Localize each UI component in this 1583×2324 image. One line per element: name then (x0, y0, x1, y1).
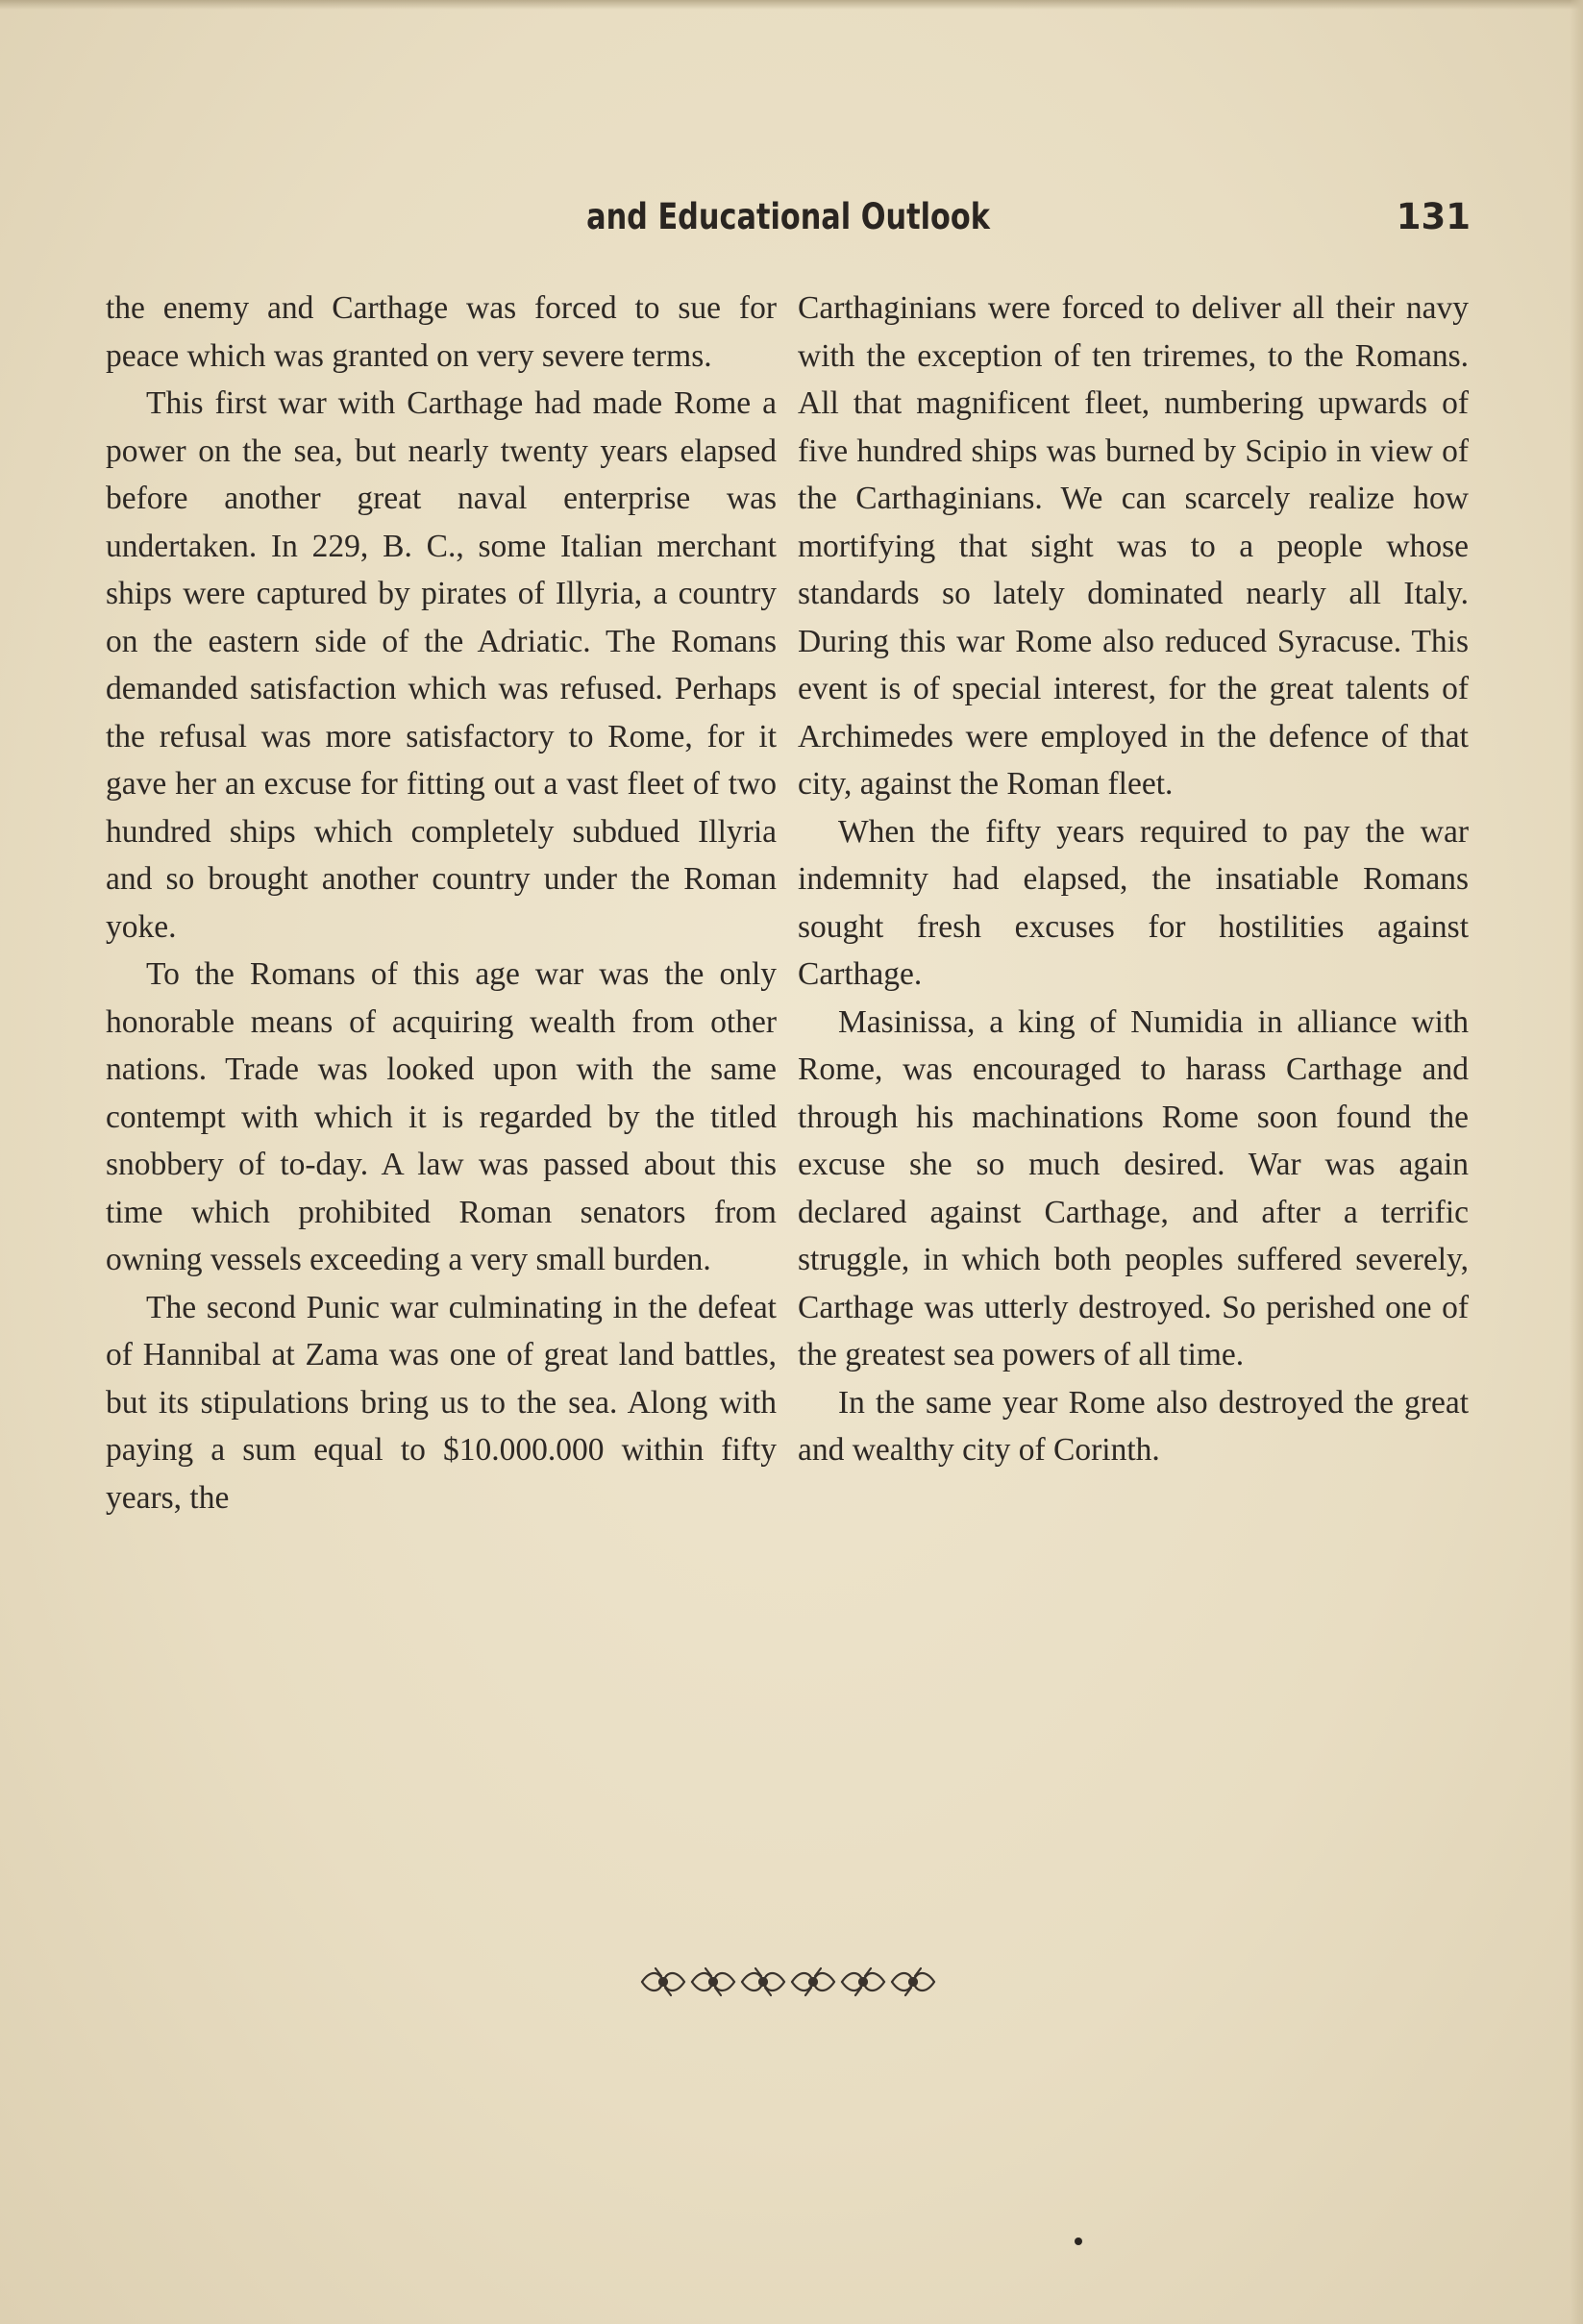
right-column (798, 284, 1469, 1474)
right-paragraph-3: Masinissa, a king of Numidia in alliance with Rome, was encouraged to harass Carthage and through his machinations Rome soon found the excuse she so much desired. War was again declared against Carthage, and after a terrific struggle, in which both peoples suffered severely, Carthage was utterly destroyed. So perished one of the greatest sea powers of all time. (798, 1003, 1469, 1372)
page-number: 131 (1396, 196, 1471, 237)
left-paragraph-4: The second Punic war culminating in the defeat of Hannibal at Zama was one of great land battles, but its stipulations bring us to the sea. Along with paying a sum equal to $10.000.000 within fifty years, the (106, 1289, 777, 1516)
left-column (106, 284, 777, 1521)
page-right-edge (1570, 0, 1583, 2324)
page-top-edge (0, 0, 1583, 10)
floral-ornament-icon (634, 1953, 942, 2011)
right-paragraph-4: In the same year Rome also destroyed the great and wealthy city of Corinth. (798, 1384, 1469, 1468)
left-paragraph-1: the enemy and Carthage was forced to sue for peace which was granted on very severe terms. (106, 290, 777, 374)
running-head (106, 196, 1471, 250)
left-paragraph-3: To the Romans of this age war was the only honorable means of acquiring wealth from other nations. Trade was looked upon with the same contempt with which it is regarded by the titled snobbery of to-day. A law was passed about this time which prohibited Roman senators from owning vessels exceeding a very small burden. (106, 956, 777, 1277)
left-paragraph-2: This first war with Carthage had made Rome a power on the sea, but nearly twenty years elapsed before another great naval enterprise was undertaken. In 229, B. C., some Italian merchant ships were captured by pirates of Illyria, a country on the eastern side of the Adriatic. The Romans demanded satisfaction which was refused. Perhaps the refusal was more satisfactory to Rome, for it gave her an excuse for fitting out a vast fleet of two hundred ships which completely subdued Illyria and so brought another country under the Roman yoke. (106, 385, 777, 945)
running-head-title: and Educational Outlook (586, 196, 990, 237)
right-paragraph-2: When the fifty years required to pay the war indemnity had elapsed, the insatiable Romans sought fresh excuses for hostilities against Carthage. (798, 813, 1469, 992)
ink-speck (1075, 2237, 1082, 2245)
right-paragraph-1: Carthaginians were forced to deliver all their navy with the exception of ten triremes, to the Romans. All that magnificent fleet, numbering upwards of five hundred ships was burned by Scipio in view of the Carthaginians. We can scarcely realize how mortifying that sight was to a people whose standards so lately dominated nearly all Italy. During this war Rome also reduced Syracuse. This event is of special interest, for the great talents of Archimedes were employed in the defence of that city, against the Roman fleet. (798, 290, 1469, 802)
